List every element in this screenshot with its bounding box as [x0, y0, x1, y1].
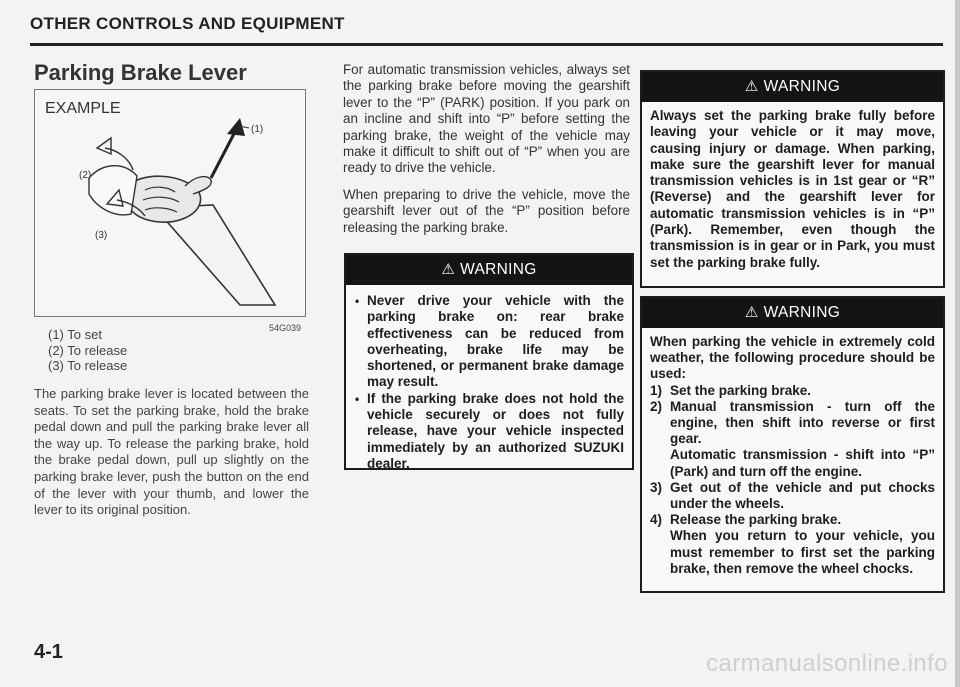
caption-3: (3) To release [48, 358, 128, 373]
warning-box-3 [640, 296, 945, 593]
warning-item: • Never drive your vehicle with the parking brake on: rear brake effectiveness can be reduced from overheating, brake life may be shortened, or permanent brake damage may result. [354, 293, 624, 391]
procedure-step: 4) Release the parking brake. When you return to your vehicle, you must remember to first set the parking brake, then remove the wheel chocks. [650, 512, 935, 576]
header-rule [30, 43, 943, 46]
warning-triangle-icon: ⚠ [441, 261, 456, 278]
page-number: 4-1 [34, 641, 63, 663]
warning-label: WARNING [763, 304, 841, 321]
warning-label: WARNING [763, 78, 841, 95]
warning-label: WARNING [460, 261, 537, 278]
parking-brake-illustration [35, 90, 305, 316]
warning-item: • If the parking brake does not hold the vehicle securely or does not fully release, have your vehicle inspected immediately by an authorized SUZUKI dealer. [354, 391, 624, 472]
warning-text: Always set the parking brake fully before leaving your vehicle or it may move, causing injury or damage. When parking, make sure the gearshift lever for manual transmission vehicles is in 1st gear or “R” (Reverse) and the gearshift lever for automatic transmission vehicles is in “P” (Park). Remember, even though the transmission is in gear or in Park, you must set the parking brake fully. [650, 108, 935, 270]
body-paragraph: The parking brake lever is located between the seats. To set the parking brake, hold the brake pedal down and pull the parking brake lever all the way up. To release the parking brake, hold the brake pedal down, pull up slightly on the parking brake lever, push the button on the end of the lever with your thumb, and lower the lever to its original position. [34, 386, 309, 518]
page-title: Parking Brake Lever [34, 60, 247, 85]
callout-3: (3) [95, 230, 108, 241]
warning-box-2 [640, 70, 945, 288]
column-2-text [343, 62, 630, 246]
warning-intro: When parking the vehicle in extremely cold weather, the following procedure should be used: [650, 334, 935, 382]
figure-captions [48, 327, 288, 374]
callout-2: (2) [79, 170, 92, 181]
warning-triangle-icon: ⚠ [744, 78, 759, 95]
paragraph-preparing: When preparing to drive the vehicle, move the gearshift lever out of the “P” position before releasing the parking brake. [343, 186, 630, 235]
figure-label: EXAMPLE [45, 100, 121, 117]
warning-triangle-icon: ⚠ [744, 304, 759, 321]
warning-list [354, 293, 624, 472]
page-edge [955, 0, 960, 687]
callout-1: (1) [251, 124, 264, 135]
warning-box-1 [344, 253, 634, 470]
procedure-step: 2) Manual transmission - turn off the engine, then shift into reverse or first gear. Automatic transmission - shift into “P” (Park) and turn off the engine. [650, 398, 935, 479]
watermark: carmanualsonline.info [706, 650, 948, 677]
section-header: OTHER CONTROLS AND EQUIPMENT [30, 14, 345, 33]
warning-header [346, 255, 632, 285]
warning-header [642, 298, 943, 328]
paragraph-automatic: For automatic transmission vehicles, always set the parking brake before moving the gearshift lever to the “P” (PARK) position. If you park on an incline and shift into “P” before setting the parking brake, the weight of the vehicle may make it difficult to shift out of “P” when you are ready to drive the vehicle. [343, 62, 630, 176]
figure-code: 54G039 [268, 323, 301, 333]
caption-2: (2) To release [48, 342, 128, 358]
procedure-step: 3) Get out of the vehicle and put chocks under the wheels. [650, 479, 935, 512]
caption-1: (1) To set [48, 327, 102, 342]
warning-header [642, 72, 943, 102]
procedure-steps [650, 383, 935, 577]
procedure-step: 1) Set the parking brake. [650, 382, 812, 398]
figure-parking-brake [34, 89, 306, 333]
